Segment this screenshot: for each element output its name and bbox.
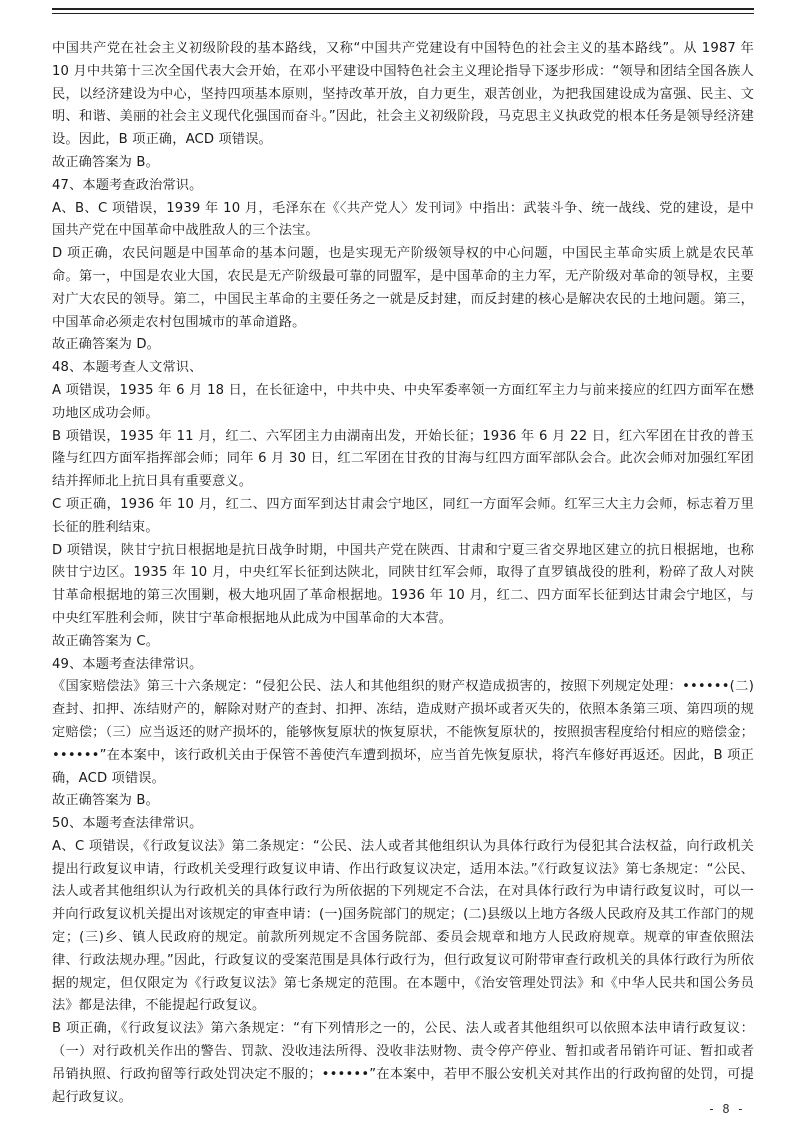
- question-47-option-abc: A、B、C 项错误，1939 年 10 月，毛泽东在《〈共产党人〉发刊词》中指出：武装斗争、统一战线、党的建设，是中国共产党在中国革命中战胜敌人的三个法宝。: [52, 200, 754, 239]
- page-number: - 8 -: [707, 1102, 744, 1116]
- header-rule-thick: [52, 8, 754, 10]
- question-47-heading: 47、本题考查政治常识。: [52, 177, 203, 193]
- question-48-option-b: B 项错误，1935 年 11 月，红二、六军团主力由湖南出发，开始长征；1936 年 6 月 22 日，红六军团在甘孜的普玉隆与红四方面军指挥部会师；同年 6 月 30 日，红二军团在甘孜的甘海与红四方面军部队会合。此次会师对加强红军团结并挥师北上抗日具有重要意义。: [52, 428, 754, 490]
- question-48-option-c: C 项正确，1936 年 10 月，红二、四方面军到达甘肃会宁地区，同红一方面军会师。红军三大主力会师，标志着万里长征的胜利结束。: [52, 496, 754, 535]
- answer-48: 故正确答案为 C。: [52, 633, 160, 649]
- paragraph-intro: 中国共产党在社会主义初级阶段的基本路线，又称“中国共产党建设有中国特色的社会主义的基本路线”。从 1987 年 10 月中共第十三次全国代表大会开始，在邓小平建设中国特色社会主义理论指导下逐步形成：“领导和团结全国各族人民，以经济建设为中心，坚持四项基本原则，坚持改革开放，自力更生，艰苦创业，为把我国建设成为富强、民主、文明、和谐、美丽的社会主义现代化强国而奋斗。”因此，社会主义初级阶段，马克思主义执政党的根本任务是领导经济建设。因此，B 项正确，ACD 项错误。: [52, 41, 754, 148]
- question-47-option-d: D 项正确，农民问题是中国革命的基本问题，也是实现无产阶级领导权的中心问题，中国民主革命实质上就是农民革命。第一，中国是农业大国，农民是无产阶级最可靠的同盟军，是中国革命的主力军，无产阶级对革命的领导权，主要对广大农民的领导。第二，中国民主革命的主要任务之一就是反封建，而反封建的核心是解决农民的土地问题。第三，中国革命必须走农村包围城市的革命道路。: [52, 246, 754, 330]
- answer-46: 故正确答案为 B。: [52, 154, 159, 170]
- question-49-heading: 49、本题考查法律常识。: [52, 656, 203, 672]
- question-48-option-d: D 项错误，陕甘宁抗日根据地是抗日战争时期，中国共产党在陕西、甘肃和宁夏三省交界地区建立的抗日根据地，也称陕甘宁边区。1935 年 10 月，中央红军长征到达陕北，同陕甘红军会师，取得了直罗镇战役的胜利，粉碎了敌人对陕甘革命根据地的第三次围剿，极大地巩固了革命根据地。1936 年 10 月，红二、四方面军长征到达甘肃会宁地区，与中央红军胜利会师，陕甘宁革命根据地从此成为中国革命的大本营。: [52, 542, 754, 626]
- question-50-heading: 50、本题考查法律常识。: [52, 816, 203, 832]
- question-50-option-b: B 项正确，《行政复议法》第六条规定：“有下列情形之一的，公民、法人或者其他组织可以依照本法申请行政复议：（一）对行政机关作出的警告、罚款、没收违法所得、没收非法财物、责令停产停业、暂扣或者吊销许可证、暂扣或者吊销执照、行政拘留等行政处罚决定不服的；••••••”在本案中，若甲不服公安机关对其作出的行政拘留的处罚，可提起行政复议。: [52, 1021, 754, 1105]
- answer-49: 故正确答案为 B。: [52, 793, 159, 809]
- question-48-heading: 48、本题考查人文常识、: [52, 360, 203, 376]
- question-50-option-ac: A、C 项错误，《行政复议法》第二条规定：“公民、法人或者其他组织认为具体行政行为侵犯其合法权益，向行政机关提出行政复议申请，行政机关受理行政复议申请、作出行政复议决定，适用本法。”《行政复议法》第七条规定：“公民、法人或者其他组织认为行政机关的具体行政行为所依据的下列规定不合法，在对具体行政行为申请行政复议时，可以一并向行政复议机关提出对该规定的审查申请：(一)国务院部门的规定；(二)县级以上地方各级人民政府及其工作部门的规定；(三)乡、镇人民政府的规定。前款所列规定不含国务院部、委员会规章和地方人民政府规章。规章的审查依照法律、行政法规办理。”因此，行政复议的受案范围是具体行政行为，但行政复议可附带审查行政机关的具体行政行为所依据的规定，但仅限定为《行政复议法》第七条规定的范围。在本题中，《治安管理处罚法》和《中华人民共和国公务员法》都是法律，不能提起行政复议。: [52, 838, 754, 1014]
- question-48-option-a: A 项错误，1935 年 6 月 18 日，在长征途中，中共中央、中央军委率领一方面红军主力与前来接应的红四方面军在懋功地区成功会师。: [52, 382, 754, 421]
- answer-47: 故正确答案为 D。: [52, 337, 161, 353]
- page-content: [52, 38, 754, 1109]
- question-49-explanation: 《国家赔偿法》第三十六条规定：“侵犯公民、法人和其他组织的财产权造成损害的，按照下列规定处理：••••••(二) 查封、扣押、冻结财产的，解除对财产的查封、扣押、冻结，造成财产损坏或者灭失的，依照本条第三项、第四项的规定赔偿；（三）应当返还的财产损坏的，能够恢复原状的恢复原状，不能恢复原状的，按照损害程度给付相应的赔偿金；••••••”在本案中，该行政机关由于保管不善使汽车遭到损坏，应当首先恢复原状，将汽车修好再返还。因此，B 项正确，ACD 项错误。: [52, 679, 754, 786]
- header-rule-thin: [52, 13, 754, 14]
